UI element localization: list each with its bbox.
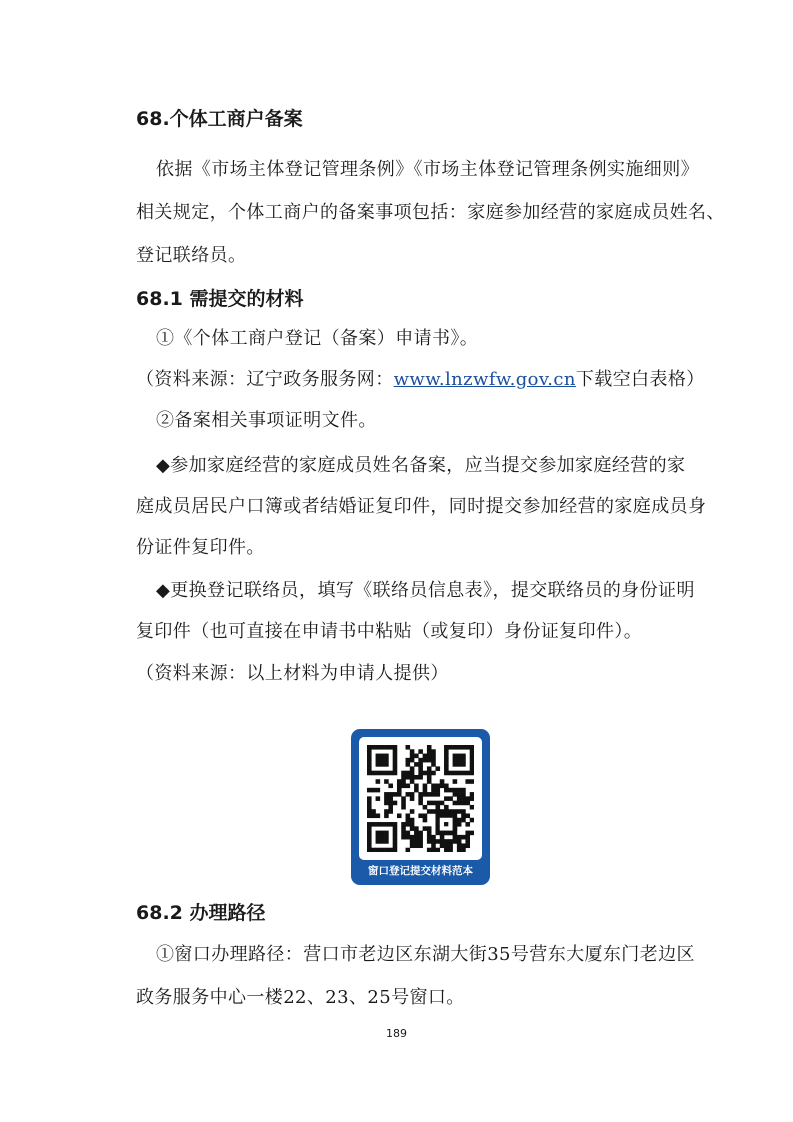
bullet-1-line-2: 庭成员居民户口簿或者结婚证复印件，同时提交参加经营的家庭成员身 <box>136 496 707 517</box>
qr-code-icon <box>367 745 474 852</box>
qr-caption: 窗口登记提交材料范本 <box>368 865 473 877</box>
bullet-2-line-1: ◆更换登记联络员，填写《联络员信息表》，提交联络员的身份证明 <box>156 580 695 601</box>
page-number: 189 <box>386 1027 407 1040</box>
bullet-1-line-3: 份证件复印件。 <box>136 537 265 558</box>
process-title: 68.2 办理路径 <box>136 902 266 924</box>
bullet-2-line-2: 复印件（也可直接在申请书中粘贴（或复印）身份证复印件）。 <box>136 621 643 642</box>
section-title: 68.个体工商户备案 <box>136 108 303 130</box>
materials-title: 68.1 需提交的材料 <box>136 288 304 310</box>
lnzwfw-link[interactable]: www.lnzwfw.gov.cn <box>393 369 576 390</box>
source-prefix: （资料来源：辽宁政务服务网： <box>136 369 394 390</box>
material-item-2: ②备案相关事项证明文件。 <box>156 410 377 431</box>
bullet-1-line-1: ◆参加家庭经营的家庭成员姓名备案，应当提交参加家庭经营的家 <box>156 455 686 476</box>
intro-line-2: 相关规定，个体工商户的备案事项包括：家庭参加经营的家庭成员姓名、 <box>136 202 725 223</box>
qr-code-area <box>359 737 482 860</box>
source-line-2: （资料来源：以上材料为申请人提供） <box>136 663 449 684</box>
process-line-1: ①窗口办理路径：营口市老边区东湖大街35号营东大厦东门老边区 <box>156 944 695 965</box>
intro-line-1: 依据《市场主体登记管理条例》《市场主体登记管理条例实施细则》 <box>156 159 699 180</box>
material-item-1: ①《个体工商户登记（备案）申请书》。 <box>156 328 479 349</box>
qr-code-card[interactable] <box>351 729 490 885</box>
source-line-1 <box>136 365 705 391</box>
process-line-2: 政务服务中心一楼22、23、25号窗口。 <box>136 987 465 1008</box>
source-suffix: 下载空白表格） <box>575 369 705 390</box>
intro-line-3: 登记联络员。 <box>136 245 247 266</box>
